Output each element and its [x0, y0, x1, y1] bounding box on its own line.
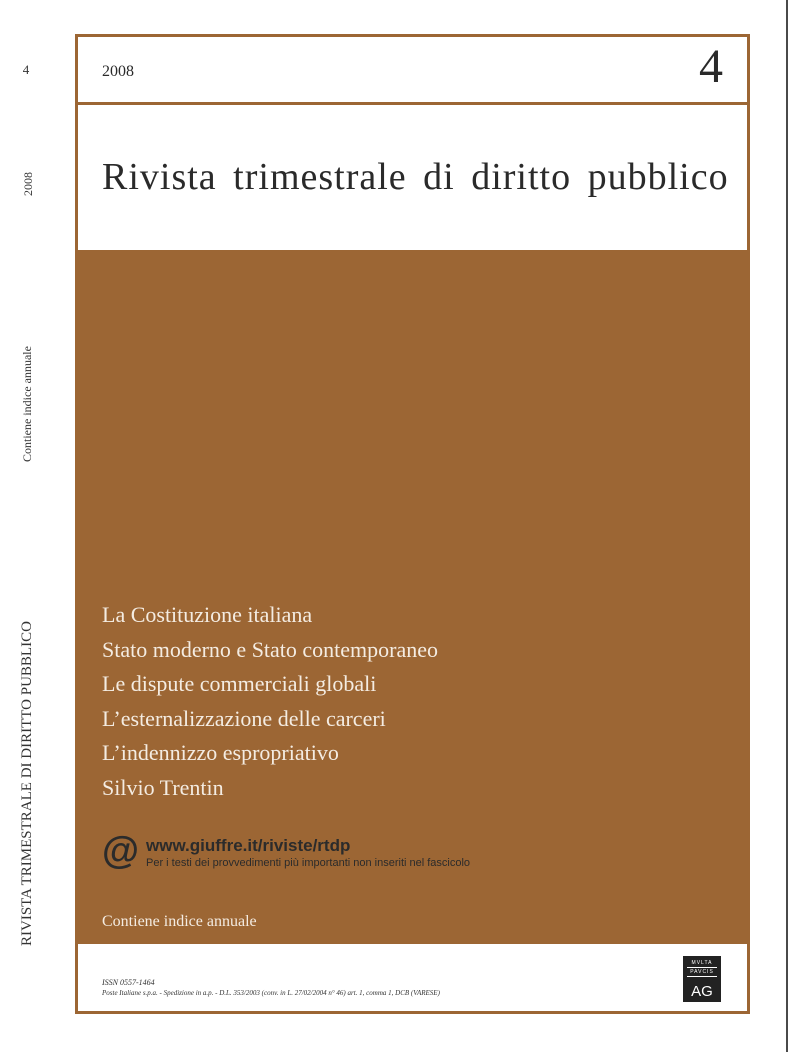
- logo-divider: [687, 967, 717, 968]
- topic-item: Silvio Trentin: [102, 774, 224, 800]
- spine-note: Contiene indice annuale: [20, 346, 34, 462]
- topic-item: La Costituzione italiana: [102, 602, 313, 627]
- spine-journal-title: RIVISTA TRIMESTRALE DI DIRITTO PUBBLICO: [19, 621, 35, 946]
- publisher-logo: [683, 956, 721, 1002]
- spine-year: 2008: [21, 172, 35, 196]
- at-sign-icon: @: [102, 830, 140, 872]
- postal-notice: Poste Italiane s.p.a. - Spedizione in a.p. - D.L. 353/2003 (conv. in L. 27/02/2004 n° 46) art. 1, comma 1, DCB (VARESE): [102, 989, 440, 997]
- cover-issue-number: 4: [699, 40, 723, 93]
- journal-cover: [75, 34, 750, 1014]
- cover-header-band: [78, 37, 747, 105]
- logo-divider: [687, 976, 717, 977]
- website-note: Per i testi dei provvedimenti più importanti non inseriti nel fascicolo: [146, 857, 471, 869]
- journal-title: Rivista trimestrale di diritto pubblico: [102, 156, 729, 198]
- topic-item: L’esternalizzazione delle carceri: [102, 705, 386, 731]
- topic-item: Le dispute commerciali globali: [102, 671, 377, 697]
- spine-edge: [786, 0, 788, 1052]
- cover-year: 2008: [102, 63, 134, 80]
- logo-mark: AG: [691, 983, 713, 1000]
- topic-item: Stato moderno e Stato contemporaneo: [102, 636, 439, 662]
- logo-text-line1: MVLTA: [691, 960, 713, 966]
- topic-list: [102, 598, 438, 806]
- spine-issue-number: 4: [22, 62, 30, 77]
- cover-brown-panel: [78, 250, 747, 944]
- title-band: [78, 105, 747, 250]
- logo-text-line2: PAVCIS: [690, 969, 714, 975]
- annual-index-note: Contiene indice annuale: [102, 913, 257, 930]
- topic-item: L’indennizzo espropriativo: [102, 740, 339, 766]
- issn-number: ISSN 0557-1464: [102, 978, 155, 987]
- cover-footer: [78, 944, 747, 1011]
- website-url[interactable]: www.giuffre.it/riviste/rtdp: [146, 836, 351, 855]
